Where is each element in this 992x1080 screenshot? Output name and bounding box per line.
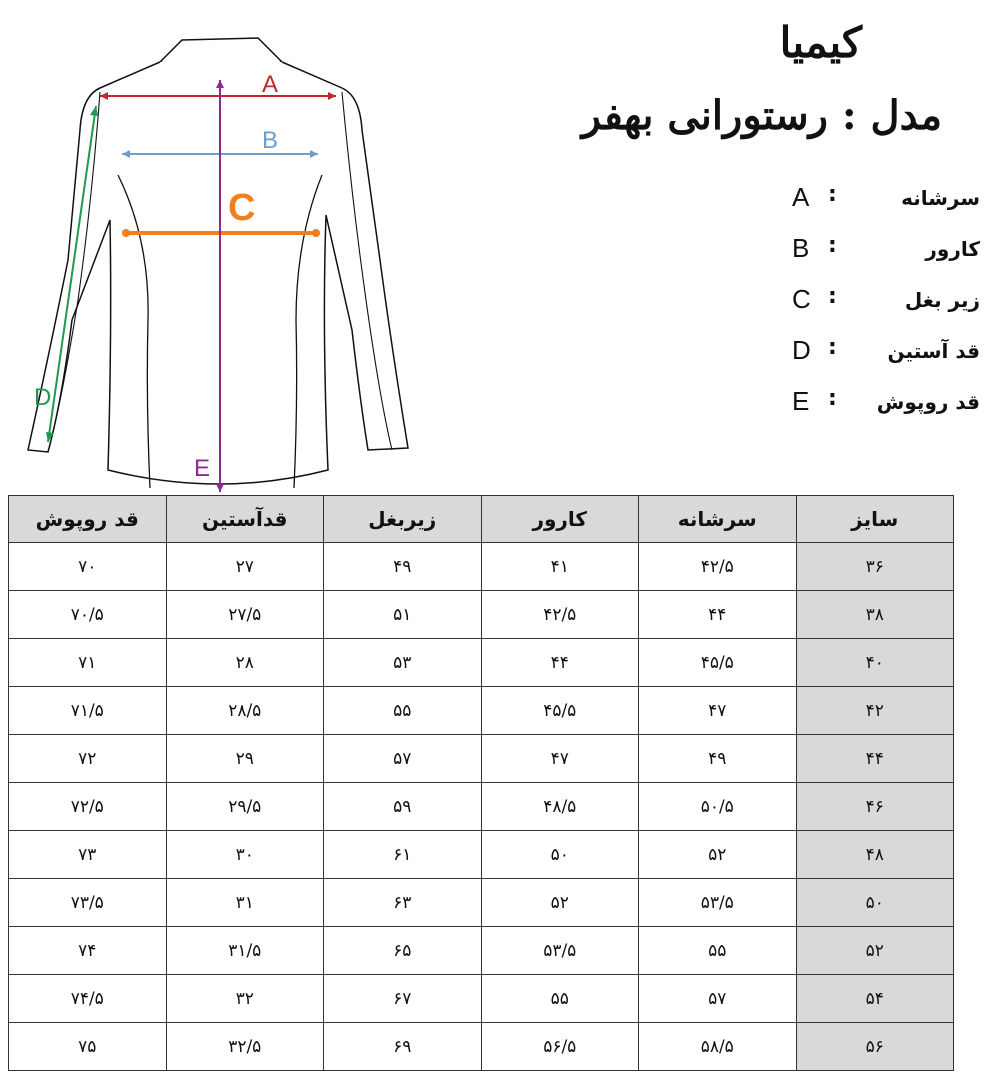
jacket-body (28, 62, 408, 484)
cell-length: ۷۲/۵ (9, 783, 167, 831)
cell-size: ۳۸ (796, 591, 954, 639)
legend-letter: A (792, 182, 810, 212)
cell-sleeve: ۲۸/۵ (166, 687, 324, 735)
table-row (9, 783, 954, 831)
cell-chest: ۴۸/۵ (481, 783, 639, 831)
cell-size: ۴۸ (796, 831, 954, 879)
legend-item-e (770, 382, 990, 433)
cell-size: ۳۶ (796, 543, 954, 591)
label-a: A (262, 71, 279, 98)
cell-length: ۷۳ (9, 831, 167, 879)
table-body (9, 543, 954, 1071)
cell-length: ۷۰/۵ (9, 591, 167, 639)
cell-underarm: ۵۵ (324, 687, 482, 735)
cell-sleeve: ۲۷/۵ (166, 591, 324, 639)
header-underarm: زیربغل (324, 496, 482, 543)
cell-length: ۷۱/۵ (9, 687, 167, 735)
legend-label: قد روپوش (876, 390, 980, 414)
cell-underarm: ۶۱ (324, 831, 482, 879)
table-row (9, 1023, 954, 1071)
cell-underarm: ۶۹ (324, 1023, 482, 1071)
cell-size: ۵۲ (796, 927, 954, 975)
cell-chest: ۵۵ (481, 975, 639, 1023)
cell-size: ۵۰ (796, 879, 954, 927)
size-table (8, 495, 954, 1071)
cell-size: ۵۶ (796, 1023, 954, 1071)
header-chest: کارور (481, 496, 639, 543)
cell-chest: ۴۷ (481, 735, 639, 783)
label-c: C (228, 187, 256, 229)
legend-letter: D (792, 335, 811, 365)
cell-underarm: ۵۷ (324, 735, 482, 783)
brand-title: کیمیا (779, 18, 862, 67)
cell-length: ۷۵ (9, 1023, 167, 1071)
header-sleeve: قدآستین (166, 496, 324, 543)
cell-sleeve: ۳۱ (166, 879, 324, 927)
table-row (9, 639, 954, 687)
cell-underarm: ۵۹ (324, 783, 482, 831)
cell-length: ۷۲ (9, 735, 167, 783)
table-header-row (9, 496, 954, 543)
cell-size: ۴۰ (796, 639, 954, 687)
cell-underarm: ۴۹ (324, 543, 482, 591)
cell-length: ۷۱ (9, 639, 167, 687)
cell-chest: ۴۵/۵ (481, 687, 639, 735)
table-row (9, 687, 954, 735)
header-shoulder: سرشانه (639, 496, 797, 543)
cell-shoulder: ۴۲/۵ (639, 543, 797, 591)
cell-chest: ۴۲/۵ (481, 591, 639, 639)
legend-separator: : (828, 386, 837, 411)
cell-sleeve: ۳۲ (166, 975, 324, 1023)
legend-separator: : (828, 233, 837, 258)
cell-chest: ۵۶/۵ (481, 1023, 639, 1071)
cell-underarm: ۶۵ (324, 927, 482, 975)
cell-shoulder: ۴۹ (639, 735, 797, 783)
cell-shoulder: ۵۳/۵ (639, 879, 797, 927)
table-row (9, 975, 954, 1023)
table-row (9, 927, 954, 975)
table-row (9, 831, 954, 879)
cell-shoulder: ۴۵/۵ (639, 639, 797, 687)
measurement-legend (770, 178, 990, 433)
cell-sleeve: ۲۹/۵ (166, 783, 324, 831)
legend-item-d (770, 331, 990, 382)
cell-chest: ۴۱ (481, 543, 639, 591)
legend-letter: E (792, 386, 810, 416)
table-row (9, 543, 954, 591)
label-e: E (194, 455, 211, 482)
cell-shoulder: ۵۸/۵ (639, 1023, 797, 1071)
table-row (9, 879, 954, 927)
legend-label: کارور (925, 237, 980, 261)
cell-chest: ۵۳/۵ (481, 927, 639, 975)
measure-c-end-right (312, 229, 320, 237)
legend-letter: B (792, 233, 810, 263)
cell-sleeve: ۲۷ (166, 543, 324, 591)
cell-sleeve: ۳۱/۵ (166, 927, 324, 975)
cell-shoulder: ۵۰/۵ (639, 783, 797, 831)
cell-length: ۷۴/۵ (9, 975, 167, 1023)
cell-shoulder: ۴۷ (639, 687, 797, 735)
legend-letter: C (792, 284, 811, 314)
label-d: D (34, 384, 52, 411)
cell-length: ۷۰ (9, 543, 167, 591)
measure-c-end-left (122, 229, 130, 237)
table-row (9, 735, 954, 783)
label-b: B (262, 127, 279, 154)
cell-shoulder: ۴۴ (639, 591, 797, 639)
model-title: مدل : رستورانی بهفر (581, 92, 942, 139)
cell-underarm: ۶۷ (324, 975, 482, 1023)
legend-item-b (770, 229, 990, 280)
cell-sleeve: ۲۹ (166, 735, 324, 783)
cell-underarm: ۵۱ (324, 591, 482, 639)
legend-label: قد آستین (887, 339, 980, 363)
legend-separator: : (828, 284, 837, 309)
cell-underarm: ۶۳ (324, 879, 482, 927)
cell-sleeve: ۲۸ (166, 639, 324, 687)
cell-chest: ۴۴ (481, 639, 639, 687)
legend-label: سرشانه (901, 186, 980, 210)
cell-length: ۷۴ (9, 927, 167, 975)
cell-chest: ۵۲ (481, 879, 639, 927)
cell-shoulder: ۵۵ (639, 927, 797, 975)
legend-label: زیر بغل (904, 288, 980, 312)
header-size: سایز (796, 496, 954, 543)
cell-length: ۷۳/۵ (9, 879, 167, 927)
header-length: قد روپوش (9, 496, 167, 543)
legend-separator: : (828, 182, 837, 207)
cell-shoulder: ۵۷ (639, 975, 797, 1023)
cell-sleeve: ۳۲/۵ (166, 1023, 324, 1071)
legend-item-c (770, 280, 990, 331)
cell-chest: ۵۰ (481, 831, 639, 879)
legend-separator: : (828, 335, 837, 360)
cell-sleeve: ۳۰ (166, 831, 324, 879)
cell-size: ۴۴ (796, 735, 954, 783)
jacket-diagram (0, 0, 470, 500)
cell-underarm: ۵۳ (324, 639, 482, 687)
cell-size: ۵۴ (796, 975, 954, 1023)
table-row (9, 591, 954, 639)
cell-shoulder: ۵۲ (639, 831, 797, 879)
legend-item-a (770, 178, 990, 229)
cell-size: ۴۶ (796, 783, 954, 831)
cell-size: ۴۲ (796, 687, 954, 735)
